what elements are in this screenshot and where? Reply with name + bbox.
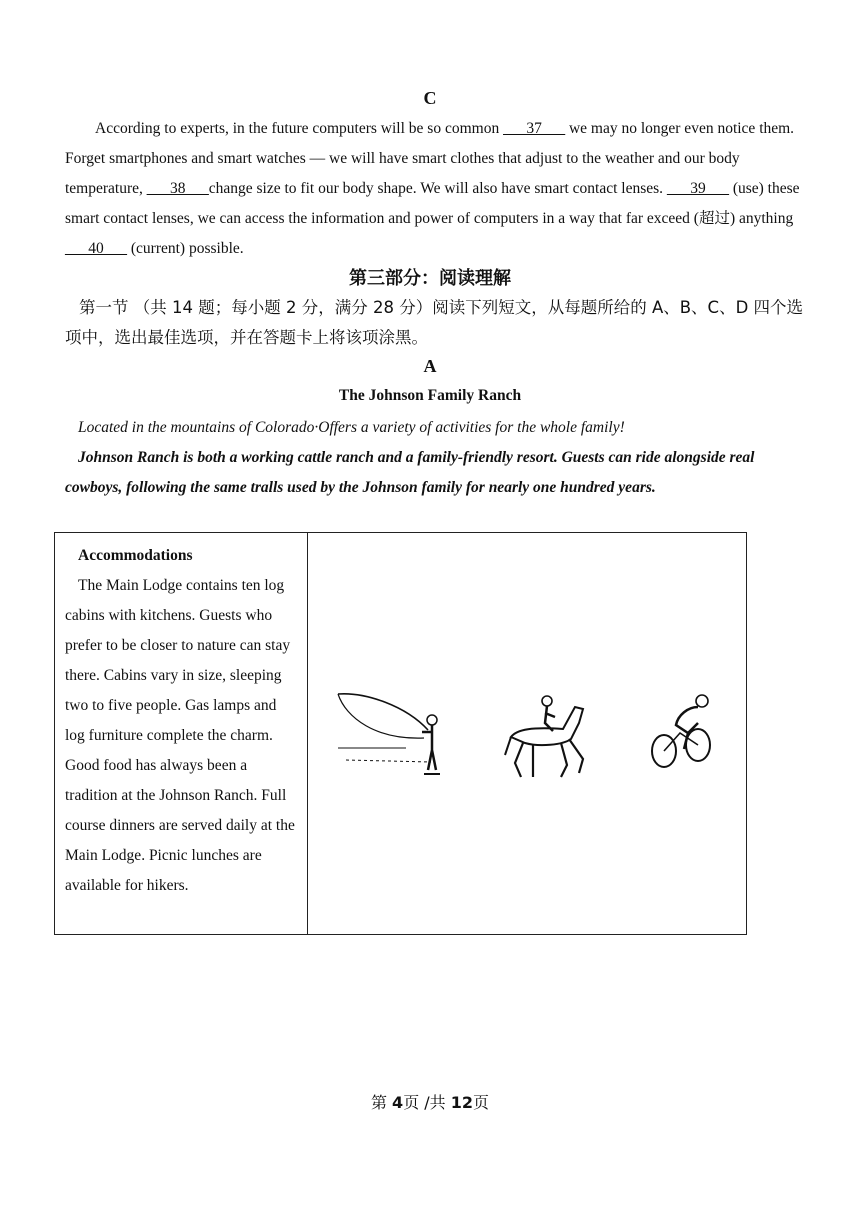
footer-mid: 页 /共 xyxy=(403,1093,451,1112)
cycling-icon xyxy=(648,693,720,773)
blank-40: ___40___ xyxy=(65,240,127,257)
part3-title: 第三部分：阅读理解 xyxy=(349,268,511,289)
accommodations-title: Accommodations xyxy=(78,547,193,564)
total-pages: 12 xyxy=(450,1093,474,1112)
passage-tagline: Located in the mountains of Colorado·Offers a variety of activities for the whole family! xyxy=(78,419,625,436)
accommodations-text: The Main Lodge contains ten log cabins with kitchens. Guests who prefer to be closer to nature can stay there. Cabins vary in size, sleeping two to five people. Gas lamps and log furniture complete the charm. Good food has always been a tradition at the Johnson Ranch. Full course dinners are served daily at the Main Lodge. Picnic lunches are available for hikers. xyxy=(65,577,295,894)
text-span: (current) possible. xyxy=(127,240,244,257)
ranch-info-table xyxy=(54,532,747,935)
section-c-paragraph xyxy=(65,114,805,264)
passage-intro: Johnson Ranch is both a working cattle ranch and a family-friendly resort. Guests can ride alongside real cowboys, following the same tralls used by the Johnson family for nearly one hundred years. xyxy=(65,449,755,496)
blank-39: ___39___ xyxy=(666,180,729,197)
passage-a-heading: A xyxy=(423,356,437,376)
text-span: change size to fit our body shape. We will also have smart contact lenses. xyxy=(208,180,667,197)
page-number: 4 xyxy=(392,1093,404,1112)
blank-38: ___38___ xyxy=(146,180,209,197)
blank-37: ___37___ xyxy=(503,120,566,137)
footer-suffix: 页 xyxy=(473,1093,490,1112)
passage-title: The Johnson Family Ranch xyxy=(338,387,522,404)
text-span: According to experts, in the future computers will be so common xyxy=(95,120,504,137)
pictures-cell xyxy=(308,533,747,935)
text-span: we may no longer even notice them. Forget smartphones and smart watches — we will have smart clothes that adjust to the weather and our body temperature, xyxy=(65,120,795,197)
footer-prefix: 第 xyxy=(370,1093,393,1112)
text-span: (use) these smart contact lenses, we can access the information and power of computers in a way that far exceed (超过) anything xyxy=(65,180,800,227)
accommodations-cell xyxy=(55,533,308,935)
part3-instructions: 第一节 （共 14 题；每小题 2 分，满分 28 分）阅读下列短文，从每题所给的 A、B、C、D 四个选项中，选出最佳选项，并在答题卡上将该项涂黑。 xyxy=(65,298,804,347)
fishing-icon xyxy=(336,688,454,778)
horse-riding-icon xyxy=(503,693,595,783)
page-footer xyxy=(0,1090,860,1113)
section-c-heading: C xyxy=(423,88,437,108)
